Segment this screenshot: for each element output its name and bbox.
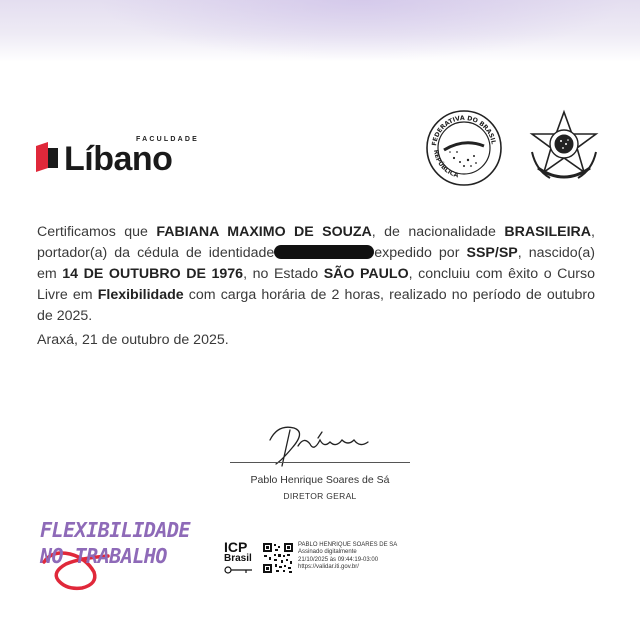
body-text-1: Certificamos que [37, 224, 157, 240]
issuer: SSP/SP [466, 245, 518, 261]
body-text-7: , concluiu com êxito o Curso Livre em [37, 266, 595, 303]
icp-brasil-logo [224, 540, 258, 576]
handwritten-signature [232, 418, 412, 468]
key-icon [224, 566, 254, 574]
brazil-coat-of-arms-icon [524, 108, 604, 188]
republica-seal-icon [424, 108, 504, 188]
qr-code-icon[interactable] [262, 542, 294, 574]
logo-name-text: Líbano [64, 140, 173, 178]
certificate-body [37, 222, 595, 327]
digi-status: Assinado digitalmente [298, 549, 357, 556]
icp-brasil-text: Brasil [224, 553, 252, 564]
svg-text:FEDERATIVA DO BRASIL: FEDERATIVA DO BRASIL [431, 114, 497, 147]
digi-validation-link[interactable]: https://validar.iti.gov.br/ [298, 564, 359, 571]
body-text-6: , no Estado [243, 266, 324, 282]
svg-text:REPÚBLICA: REPÚBLICA [431, 149, 460, 180]
digital-signature-info [298, 542, 397, 572]
course-name: Flexibilidade [97, 287, 184, 303]
student-name: FABIANA MAXIMO DE SOUZA [156, 224, 372, 240]
signer-role: DIRETOR GERAL [283, 491, 357, 501]
signature-line [230, 462, 410, 463]
redacted-id-bar [274, 245, 374, 259]
nationality: BRASILEIRA [504, 224, 592, 240]
birth-date: 14 DE OUTUBRO DE 1976 [62, 266, 244, 282]
place-date: Araxá, 21 de outubro de 2025. [37, 332, 229, 348]
icp-text: ICP [224, 539, 248, 555]
body-text-2: , de nacionalidade [371, 224, 505, 240]
body-text-8: com carga horária de 2 horas, realizado no período de outubro de 2025. [37, 287, 595, 324]
flexibilidade-no-trabalho-logo [36, 514, 191, 600]
digi-timestamp: 21/10/2025 às 09:44:19-03:00 [298, 556, 379, 563]
header-gradient-band [0, 0, 640, 62]
libano-book-icon [34, 142, 60, 172]
signer-name: Pablo Henrique Soares de Sá [250, 474, 390, 486]
digi-signer: PABLO HENRIQUE SOARES DE SA [298, 542, 398, 548]
body-text-4: expedido por [374, 245, 467, 261]
flex-logo-line1: FLEXIBILIDADE [40, 518, 191, 542]
body-text-3: , portador(a) da cédula de identidade [37, 224, 595, 261]
state: SÃO PAULO [323, 266, 409, 282]
body-text-5: , nascido(a) em [37, 245, 595, 282]
flex-logo-line2: NO TRABALHO [40, 544, 167, 568]
faculdade-libano-logo [34, 136, 214, 180]
logo-faculdade-text: FACULDADE [136, 136, 199, 143]
